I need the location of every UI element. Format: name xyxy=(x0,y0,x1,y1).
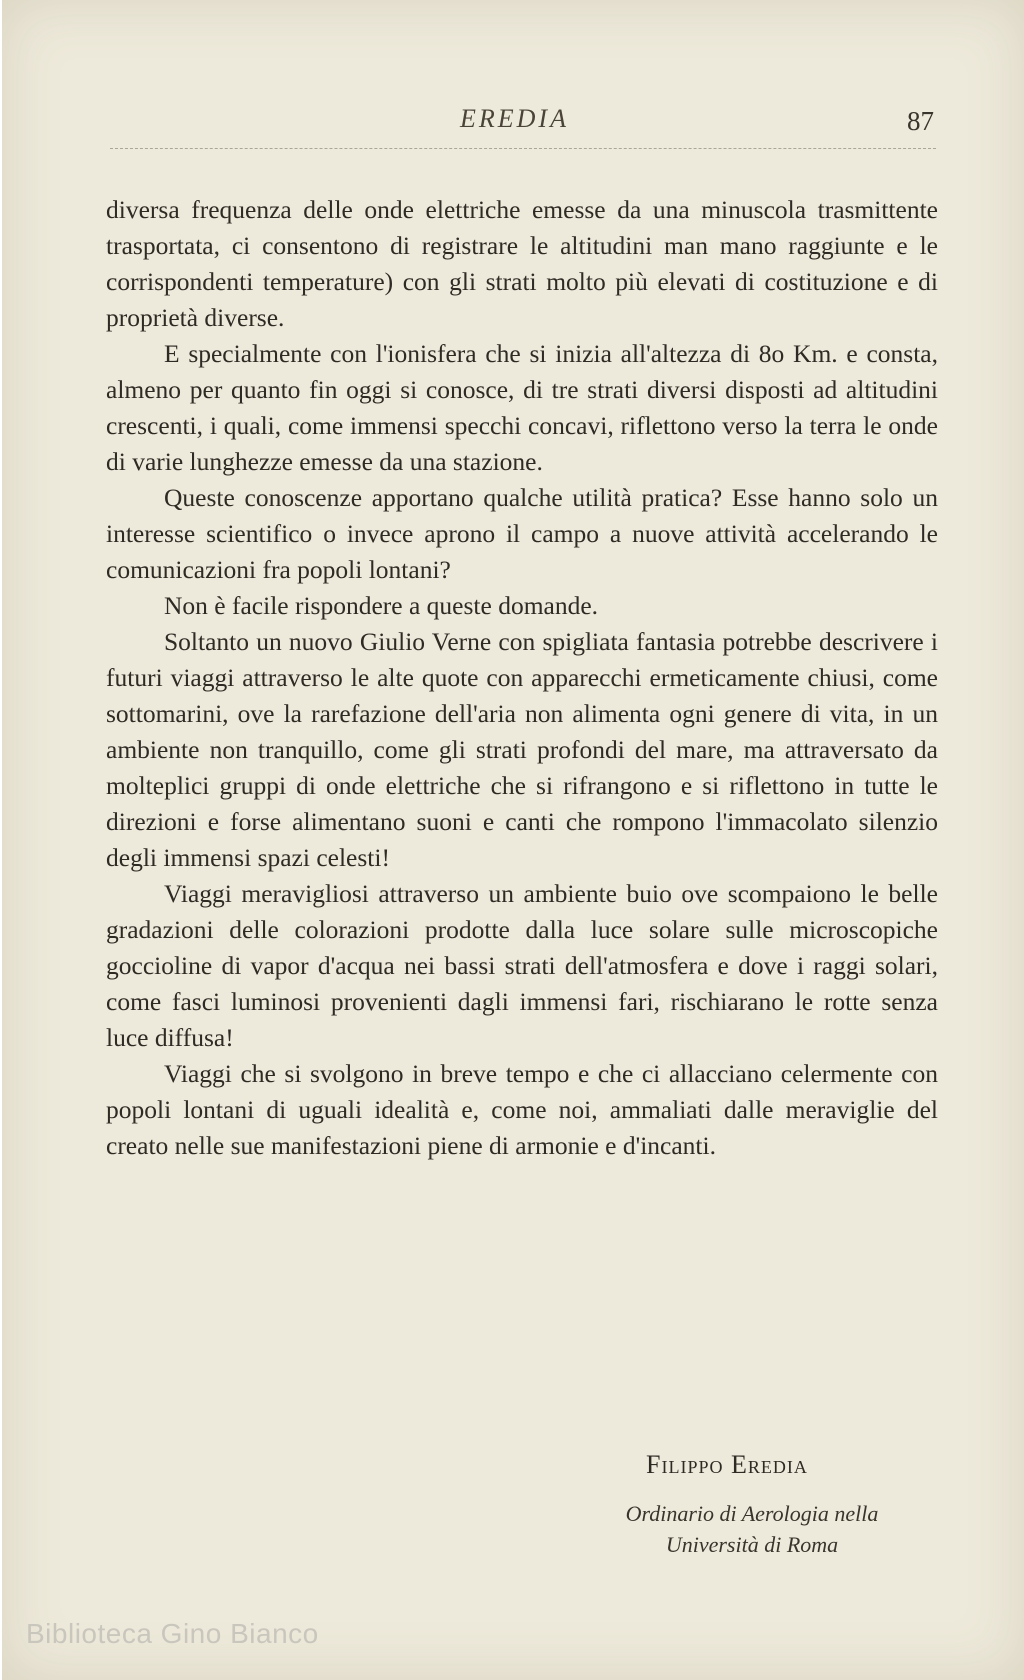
paragraph-2: E specialmente con l'ionisfera che si inizia all'altezza di 8o Km. e consta, almeno per quanto fin oggi si conosce, di tre strati diversi disposti ad altitudini crescenti, i quali, come immensi specchi concavi, riflettono verso la terra le onde di varie lunghezze emesse da una stazione. xyxy=(106,339,938,476)
paragraph-4: Non è facile rispondere a queste domande. xyxy=(164,591,599,620)
paragraph-1: diversa frequenza delle onde elettriche emesse da una minuscola trasmittente trasportata, ci consentono di registrare le altitudini man mano raggiunte e le corrispondenti temperature) con gli strati molto più elevati di costituzione e di proprietà diverse. xyxy=(106,195,938,332)
author-signature: Filippo Eredia xyxy=(646,1450,808,1479)
paragraph-6: Viaggi meravigliosi attraverso un ambiente buio ove scompaiono le belle gradazioni delle colorazioni prodotte dalla luce solare sulle microscopiche goccioline di vapor d'acqua nei bassi strati dell'atmosfera e dove i raggi solari, come fasci luminosi provenienti dagli immensi fari, rischiarano le rotte senza luce diffusa! xyxy=(106,879,938,1052)
running-head xyxy=(2,104,1024,144)
paper-sheet xyxy=(2,0,1024,1680)
affiliation-line-1: Ordinario di Aerologia nella xyxy=(625,1501,879,1526)
running-head-title: EREDIA xyxy=(460,104,569,133)
paragraph-5: Soltanto un nuovo Giulio Verne con spigliata fantasia potrebbe descrivere i futuri viaggi attraverso le alte quote con apparecchi ermeticamente chiusi, come sottomarini, ove la rarefazione dell'aria non alimenta ogni genere di vita, in un ambiente non tranquillo, come gli strati profondi del mare, ma attraversato da molteplici gruppi di onde elettriche che si rifrangono e si riflettono in tutte le direzioni e forse alimentano suoni e canti che rompono l'immacolato silenzio degli immensi spazi celesti! xyxy=(106,627,938,872)
page-number: 87 xyxy=(907,106,934,136)
body-text xyxy=(106,192,938,1164)
paragraph-7: Viaggi che si svolgono in breve tempo e che ci allacciano celermente con popoli lontani di uguali idealità e, come noi, ammaliati dalle meraviglie del creato nelle sue manifestazioni piene di armonie e d'incanti. xyxy=(106,1059,938,1160)
author-affiliation xyxy=(562,1498,942,1560)
paragraph-3: Queste conoscenze apportano qualche utilità pratica? Esse hanno solo un interesse scientifico o invece aprono il campo a nuove attività accelerando le comunicazioni fra popoli lontani? xyxy=(106,483,938,584)
library-watermark: Biblioteca Gino Bianco xyxy=(26,1618,319,1649)
affiliation-line-2: Università di Roma xyxy=(665,1532,839,1557)
header-rule xyxy=(110,148,936,149)
